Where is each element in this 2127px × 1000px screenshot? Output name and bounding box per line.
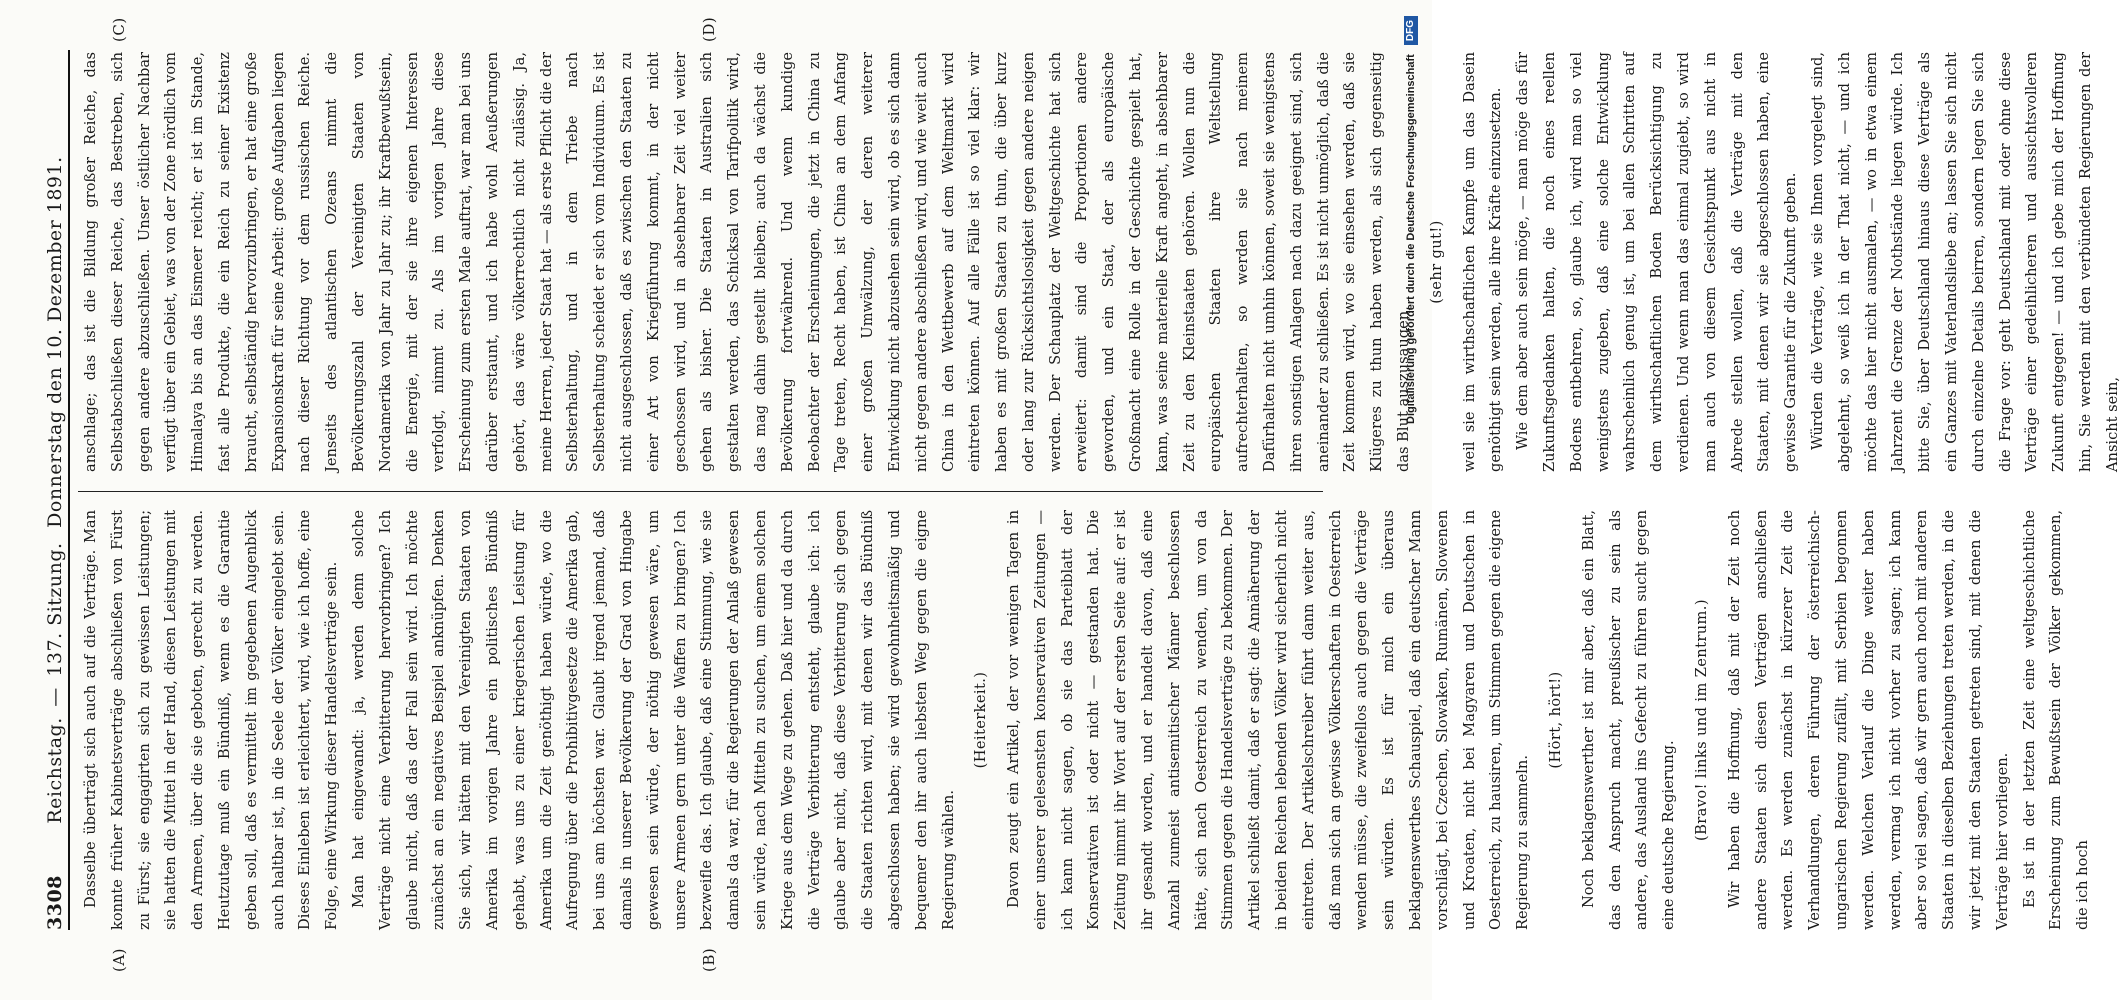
- left-column: [78, 510, 2092, 930]
- publication-name: Reichstag.: [44, 717, 66, 824]
- session-date: Donnerstag den 10. Dezember 1891.: [44, 156, 66, 528]
- paragraph: Würden die Verträge, wie sie Ihnen vorgelegt sind, abgelehnt, so weiß ich in der That nicht, — und ich möchte das hier nicht ausmalen, — wo in etwa einem Jahrzent die Grenze der Nothstände liegen würde. Ich bitte Sie, über Deutschland hinaus diese Verträge als ein Ganzes mit Vaterlandsliebe an; lassen Sie sich nicht durch einzelne Details beirren, sondern legen Sie sich die Frage vor: geht Deutschland mit oder ohne diese Verträge einer gedeihlicheren und aussichtsvolleren Zukunft entgegen! — und ich gebe mich der Hoffnung hin, Sie werden mit den verbündeten Regierungen der Ansicht sein,: [1809, 52, 2121, 472]
- interjection: (Heiterkeit.): [972, 671, 990, 769]
- margin-marker-a: (A): [110, 947, 128, 972]
- digitization-credit: [1404, 16, 1418, 984]
- paragraph: Es ist in der letzten Zeit eine weltgeschichtliche Erscheinung zum Bewußtsein der Völker gekommen, die ich hoch: [2020, 510, 2092, 930]
- paragraph: Wie dem aber auch sein möge, — man möge das für Zukunftsgedanken halten, die noch eines reellen Bodens entbehren, so, glaube ich, wird man so viel wenigstens zugeben, daß eine solche Entwicklung wahrscheinlich genug ist, um bei allen Schritten auf dem wirthschaftlichen Boden Berücksichtigung zu verdienen. Und wenn man das einmal zugiebt, so wird man auch von diesem Gesichtspunkt aus nicht in Abrede stellen wollen, daß die Verträge mit den Staaten, mit denen wir sie abgeschlossen haben, eine gewisse Garantie für die Zukunft geben.: [1514, 52, 1800, 472]
- margin-marker-b: (B): [700, 947, 718, 972]
- margin-marker-d: (D): [700, 16, 718, 42]
- paragraph: anschlage; das ist die Bildung großer Reiche, das Selbstabschließen dieser Reiche, das Bestreben, sich gegen andere abzuschließen. Unser östlicher Nachbar verfügt über ein Gebiet, was von der Zone nördlich vom Himalaya bis an das Eismeer reicht; er ist im Stande, fast alle Produkte, die ein Reich zu seiner Existenz braucht, selbständig hervorzubringen, er hat eine große Expansionskraft für seine Arbeit: große Aufgaben liegen nach dieser Richtung vor dem russischen Reiche. Jenseits des atlantischen Ozeans nimmt die Bevölkerungszahl der Vereinigten Staaten von Nordamerika von Jahr zu Jahr zu; ihr Kraftbewußtsein, die Energie, mit der sie ihre eigenen Interessen verfolgt, nimmt zu. Als im vorigen Jahre diese Erscheinung zum ersten Male auftrat, war man bei uns darüber erstaunt, und ich habe wohl Aeußerungen gehört, das wäre völkerrechtlich nicht zulässig. Ja, meine Herren, jeder Staat hat — als erste Pflicht die der Selbsterhaltung, und in dem Triebe nach Selbsterhaltung scheidet er sich vom Individuum. Es ist nicht ausgeschlossen, daß es zwischen den Staaten zu einer Art von Kriegführung kommt, in der nicht geschossen wird, und in absehbarer Zeit viel weiter gehen als bisher. Die Staaten in Australien sich gestalten werden, das Schicksal von Tarifpolitik wird, das mag dahin gestellt bleiben; auch da wächst die Bevölkerung fortwährend. Und wenn kundige Beobachter der Erscheinungen, die jetzt in China zu Tage treten, Recht haben, ist China an dem Anfang einer großen Umwälzung, der deren weiterer Entwicklung nicht abzusehen sein wird, ob es sich dann nicht gegen andere abschließen wird, und wie weit auch China in den Wettbewerb auf dem Weltmarkt wird eintreten können. Auf alle Fälle ist so viel klar: wir haben es mit großen Staaten zu thun, die über kurz oder lang zur Rücksichtslosigkeit gegen andere neigen werden. Der Schauplatz der Weltgeschichte hat sich erweitert: damit sind die Proportionen andere geworden, und ein Staat, der als europäische Großmacht eine Rolle in der Geschichte gespielt hat, kann, was seine materielle Kraft angeht, in absehbarer Zeit zu den Kleinstaaten gehören. Wollen nun die europäischen Staaten ihre Weltstellung aufrechterhalten, so werden sie nach meinem Dafürhalten nicht umhin können, soweit sie wenigstens ihren sonstigen Anlagen nach dazu geeignet sind, sich aneinander zu schließen. Es ist nicht unmöglich, daß die Zeit kommen wird, wo sie einsehen werden, daß sie Klügeres zu thun haben werden, als sich gegenseitig das Blut auszusaugen,: [82, 52, 1413, 472]
- interjection: (Hört, hört!): [1547, 671, 1565, 769]
- dfg-logo: DFG: [1404, 16, 1418, 45]
- paragraph: Dasselbe überträgt sich auch auf die Verträge. Man konnte früher Kabinetsverträge abschließen von Fürst zu Fürst; sie engagirten sich zu gewissen Leistungen; sie hatten die Mittel in der Hand, diesen Leistungen mit den Armeen, über die sie geboten, gerecht zu werden. Heutzutage muß ein Bündniß, wenn es die Garantie geben soll, daß es vermittelt im gegebenen Augenblick auch haltbar ist, in die Seele der Völker eingelebt sein. Dieses Einleben ist erleichtert, wird, wie ich hoffe, eine Folge, eine Wirkung dieser Handelsverträge sein.: [82, 510, 341, 930]
- paragraph: Davon zeugt ein Artikel, der vor wenigen Tagen in einer unserer gelesensten konservativen Zeitungen — ich kann nicht sagen, ob sie das Parteiblatt der Konservativen ist oder nicht — gestanden hat. Die Zeitung nimmt ihr Wort auf der ersten Seite auf: er ist ihr gesandt worden, und er handelt davon, daß eine Anzahl zumeist antisemitischer Männer beschlossen hätte, sich nach Oesterreich zu wenden, um von da Stimmen gegen die Handelsverträge zu bekommen. Der Artikel schließt damit, daß er sagt: die Annäherung der in beiden Reichen lebenden Völker wird sicherlich nicht eintreten. Der Artikelschreiber führt dann weiter aus, daß man sich an gewisse Völkerschaften in Oesterreich wenden müsse, die zweifellos auch gegen die Verträge sein würden. Es ist für mich ein überaus beklagenswerthes Schauspiel, daß ein deutscher Mann vorschlägt, bei Czechen, Slowaken, Rumänen, Slowenen und Kroaten, nicht bei Magyaren und Deutschen in Oesterreich, zu hausiren, um Stimmen gegen die eigene Regierung zu sammeln.: [1005, 510, 1532, 930]
- paragraph: Noch beklagenswerther ist mir aber, daß ein Blatt, das den Anspruch macht, preußischer zu sein als andere, das Ausland ins Gefecht zu führen sucht gegen eine deutsche Regierung.: [1579, 510, 1678, 930]
- margin-marker-c: (C): [110, 17, 128, 42]
- header-dash: —: [44, 687, 66, 707]
- paragraph: Wir haben die Hoffnung, daß mit der Zeit noch andere Staaten sich diesen Verträgen anschließen werden. Es werden zunächst in kürzerer Zeit die Verhandlungen, deren Führung der österreichisch-ungarischen Regierung zufällt, mit Serbien begonnen werden. Welchen Verlauf die Dinge weiter haben werden, vermag ich nicht vorher zu sagen; ich kann aber so viel sagen, daß wir gern auch noch mit anderen Staaten in dieselben Beziehungen treten werden, in die wir jetzt mit den Staaten getreten sind, mit denen die Verträge hier vorliegen.: [1725, 510, 2011, 930]
- session-number: 137. Sitzung.: [44, 542, 66, 677]
- paragraph: Man hat eingewandt: ja, werden denn solche Verträge nicht eine Verbitterung hervorbringen? Ich glaube nicht, daß das der Fall sein wird. Ich möchte zunächst an ein negatives Beispiel anknüpfen. Denken Sie sich, wir hätten mit den Vereinigten Staaten von Amerika im vorigen Jahre ein politisches Bündniß gehabt, was uns zu einer kriegerischen Leistung für Amerika um die Zeit genöthigt haben würde, wo die Aufregung über die Prohibitivgesetze die Amerika gab, bei uns am höchsten war. Glaubt irgend jemand, daß damals in unserer Bevölkerung der Grad von Hingabe gewesen sein würde, der nöthig gewesen wäre, um unsere Armeen gern unter die Waffen zu bringen? Ich bezweifle das. Ich glaube, daß eine Stimmung, wie sie damals da war, für die Regierungen der Anlaß gewesen sein würde, nach Mitteln zu suchen, um einem solchen Kriege aus dem Wege zu gehen. Daß hier und da durch die Verträge Verbitterung entsteht, glaube ich: ich glaube aber nicht, daß diese Verbitterung sich gegen die Staaten richten wird, mit denen wir das Bündniß abgeschlossen haben; sie wird gewohnheitsmäßig und bequemer den ihr auch liebsten Weg gegen die eigne Regierung wählen.: [349, 510, 957, 930]
- header-line: [44, 50, 66, 930]
- credit-text: Digitalisierung gefördert durch die Deutsche Forschungsgemeinschaft: [1404, 54, 1417, 424]
- column-divider: [78, 491, 1323, 492]
- page-header: [40, 50, 70, 930]
- interjection: (Bravo! links und im Zentrum.): [1693, 599, 1711, 841]
- page-number: 3308: [44, 875, 66, 930]
- interjection: (sehr gut!): [1427, 220, 1445, 304]
- paragraph: weil sie im wirthschaftlichen Kampfe um das Dasein genöthigt sein werden, alle ihre Kräfte einzusetzen.: [1460, 52, 1505, 472]
